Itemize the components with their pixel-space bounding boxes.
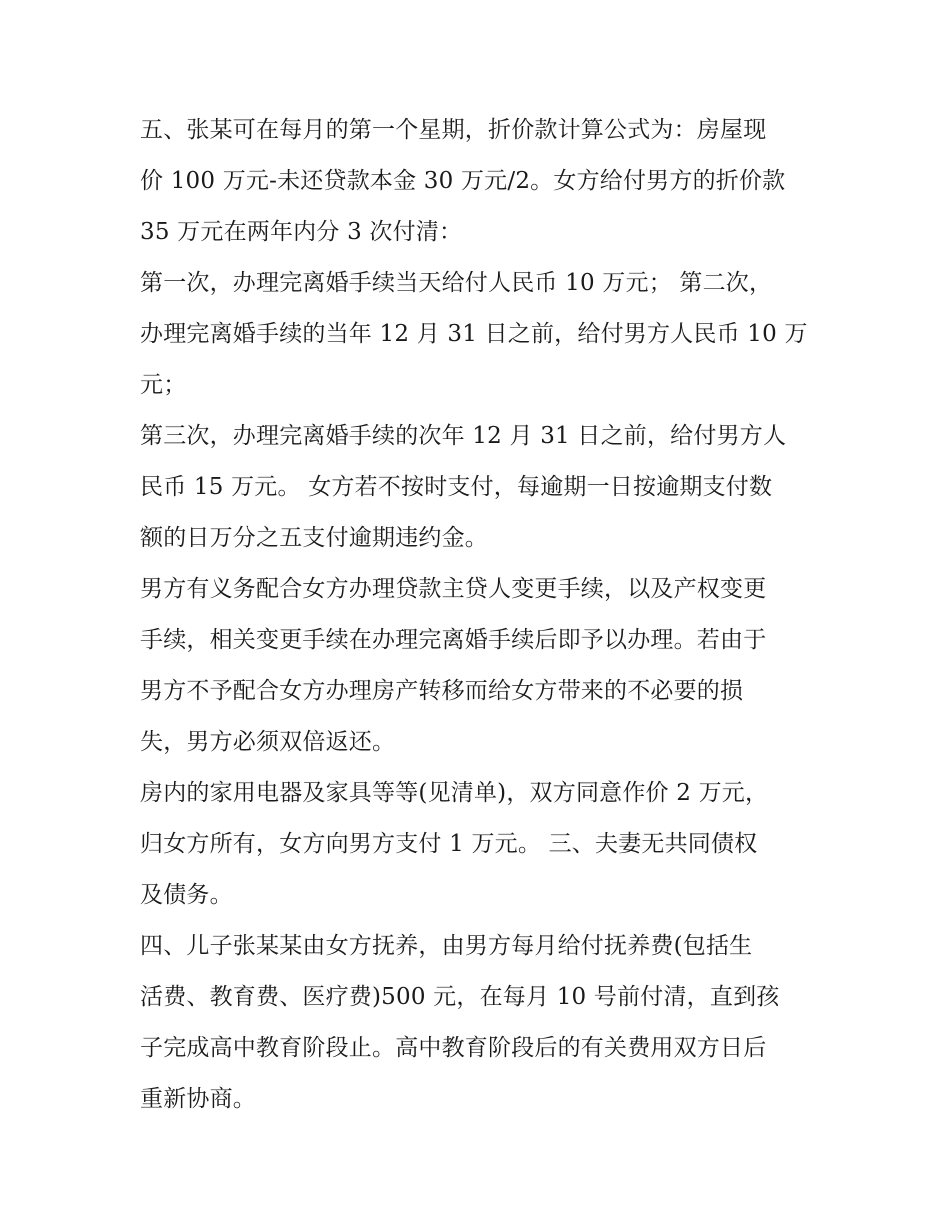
text-line: 价 100 万元-未还贷款本金 30 万元/2。女方给付男方的折价款 bbox=[140, 168, 786, 194]
text-line: 子完成高中教育阶段止。高中教育阶段后的有关费用双方日后 bbox=[140, 1035, 767, 1061]
text-line: 重新协商。 bbox=[140, 1086, 256, 1112]
text-line: 男方有义务配合女方办理贷款主贷人变更手续，以及产权变更 bbox=[140, 576, 767, 602]
text-line: 男方不予配合女方办理房产转移而给女方带来的不必要的损 bbox=[140, 678, 744, 704]
text-line: 活费、教育费、医疗费)500 元，在每月 10 号前付清，直到孩 bbox=[140, 984, 780, 1010]
text-line: 第一次，办理完离婚手续当天给付人民币 10 万元； 第二次， bbox=[140, 270, 773, 296]
text-line: 第三次，办理完离婚手续的次年 12 月 31 日之前，给付男方人 bbox=[140, 423, 787, 449]
text-line: 失，男方必须双倍返还。 bbox=[140, 729, 396, 755]
text-line: 及债务。 bbox=[140, 882, 233, 908]
text-line: 归女方所有，女方向男方支付 1 万元。 三、夫妻无共同债权 bbox=[140, 831, 758, 857]
text-line: 元； bbox=[140, 372, 187, 398]
text-line: 五、张某可在每月的第一个星期，折价款计算公式为：房屋现 bbox=[140, 117, 767, 143]
text-line: 办理完离婚手续的当年 12 月 31 日之前，给付男方人民币 10 万 bbox=[140, 321, 808, 347]
text-line: 手续，相关变更手续在办理完离婚手续后即予以办理。若由于 bbox=[140, 627, 767, 653]
text-line: 四、儿子张某某由女方抚养，由男方每月给付抚养费(包括生 bbox=[140, 933, 753, 959]
text-line: 35 万元在两年内分 3 次付清： bbox=[140, 219, 463, 245]
text-line: 房内的家用电器及家具等等(见清单)，双方同意作价 2 万元， bbox=[140, 780, 769, 806]
text-line: 额的日万分之五支付逾期违约金。 bbox=[140, 525, 488, 551]
text-line: 民币 15 万元。 女方若不按时支付，每逾期一日按逾期支付数 bbox=[140, 474, 773, 500]
document-body bbox=[140, 105, 820, 1125]
